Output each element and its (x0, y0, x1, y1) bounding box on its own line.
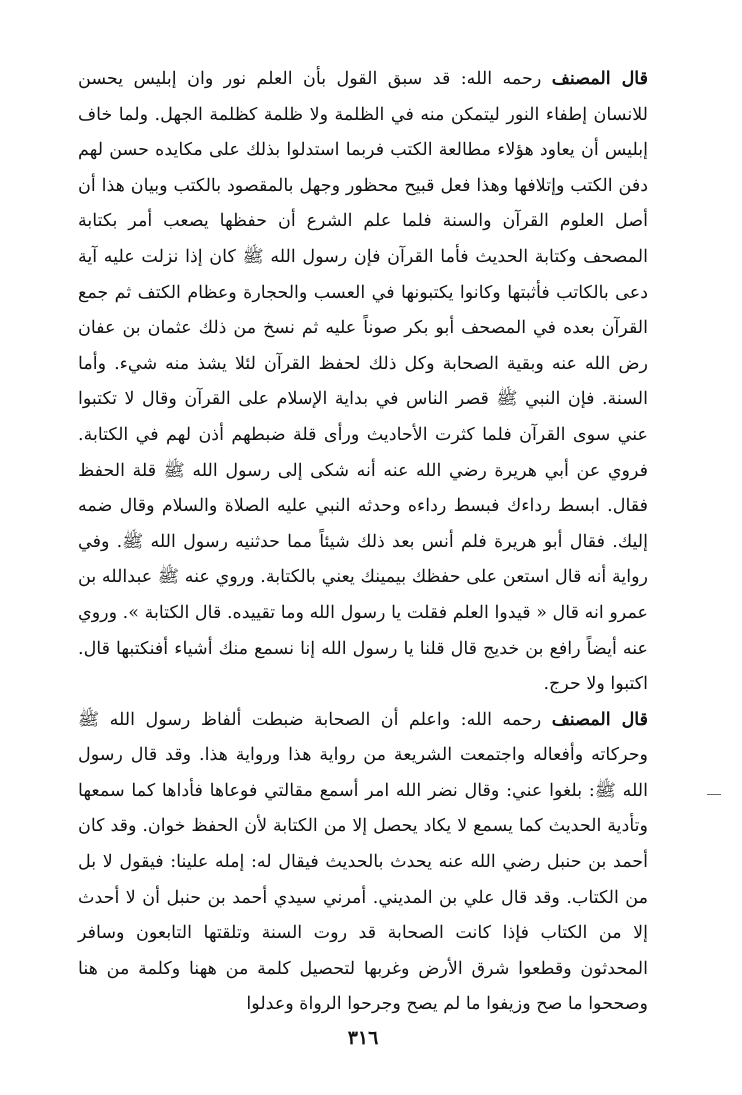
paragraph-1-text: رحمه الله: قد سبق القول بأن العلم نور وان إبليس يحسن للانسان إطفاء النور ليتمكن منه في الظلمة ولا ظلمة كظلمة الجهل. ولما خاف إبليس أن يعاود هؤلاء مطالعة الكتب فربما استدلوا بذلك على مكايده حسن لهم دفن الكتب وإتلافها وهذا فعل قبيح محظور وجهل بالمقصود بالكتب وبيان هذا أن أصل العلوم القرآن والسنة فلما علم الشرع أن حفظها يصعب أمر بكتابة المصحف وكتابة الحديث فأما القرآن فإن رسول الله ﷺ كان إذا نزلت عليه آية دعى بالكاتب فأثبتها وكانوا يكتبونها في العسب والحجارة وعظام الكتف ثم جمع القرآن بعده في المصحف أبو بكر صوناً عليه ثم نسخ من ذلك عثمان بن عفان رض الله عنه وبقية الصحابة وكل ذلك لحفظ القرآن لئلا يشذ منه شيء. وأما السنة. فإن النبي ﷺ قصر الناس في بداية الإسلام على القرآن وقال لا تكتبوا عني سوى القرآن فلما كثرت الأحاديث ورأى قلة ضبطهم أذن لهم في الكتابة. فروي عن أبي هريرة رضي الله عنه أنه شكى إلى رسول الله ﷺ قلة الحفظ فقال. ابسط رداءك فبسط رداءه وحدثه النبي عليه الصلاة والسلام وقال ضمه إليك. فقال أبو هريرة فلم أنس بعد ذلك شيئاً مما حدثنيه رسول الله ﷺ. وفي رواية أنه قال استعن على حفظك بيمينك يعني بالكتابة. وروي عنه ﷺ عبدالله بن عمرو انه قال « قيدوا العلم فقلت يا رسول الله وما تقييده. قال الكتابة ». وروي عنه أيضاً رافع بن خديج قال قلنا يا رسول الله إنا نسمع منك أشياء أفنكتبها قال. اكتبوا ولا حرج. (78, 69, 648, 695)
paragraph-1-lead: قال المصنف (551, 69, 648, 89)
paragraph-2-text: رحمه الله: واعلم أن الصحابة ضبطت ألفاظ رسول الله ﷺ وحركاته وأفعاله واجتمعت الشريعة من رواية هذا ورواية هذا. وقد قال رسول الله ﷺ: بلغوا عني: وقال نضر الله امر أسمع مقالتي فوعاها فأداها كما سمعها وتأدية الحديث كما يسمع لا يكاد يحصل إلا من الكتابة لأن الحفظ خوان. وقد كان أحمد بن حنبل رضي الله عنه يحدث بالحديث فيقال له: إمله علينا: فيقول لا بل من الكتاب. وقد قال علي بن المديني. أمرني سيدي أحمد بن حنبل أن لا أحدث إلا من الكتاب فإذا كانت الصحابة قد روت السنة وتلقتها التابعون وسافر المحدثون وقطعوا شرق الأرض وغربها لتحصيل كلمة من ههنا وكلمة من هنا وصححوا ما صح وزيفوا ما لم يصح وجرحوا الرواة وعدلوا (78, 709, 648, 1015)
document-page (78, 62, 648, 1062)
margin-mark (707, 794, 721, 795)
paragraph-2 (78, 703, 648, 1023)
paragraph-1 (78, 62, 648, 703)
paragraph-2-lead: قال المصنف (551, 709, 648, 730)
page-number: ٣١٦ (347, 1027, 379, 1049)
